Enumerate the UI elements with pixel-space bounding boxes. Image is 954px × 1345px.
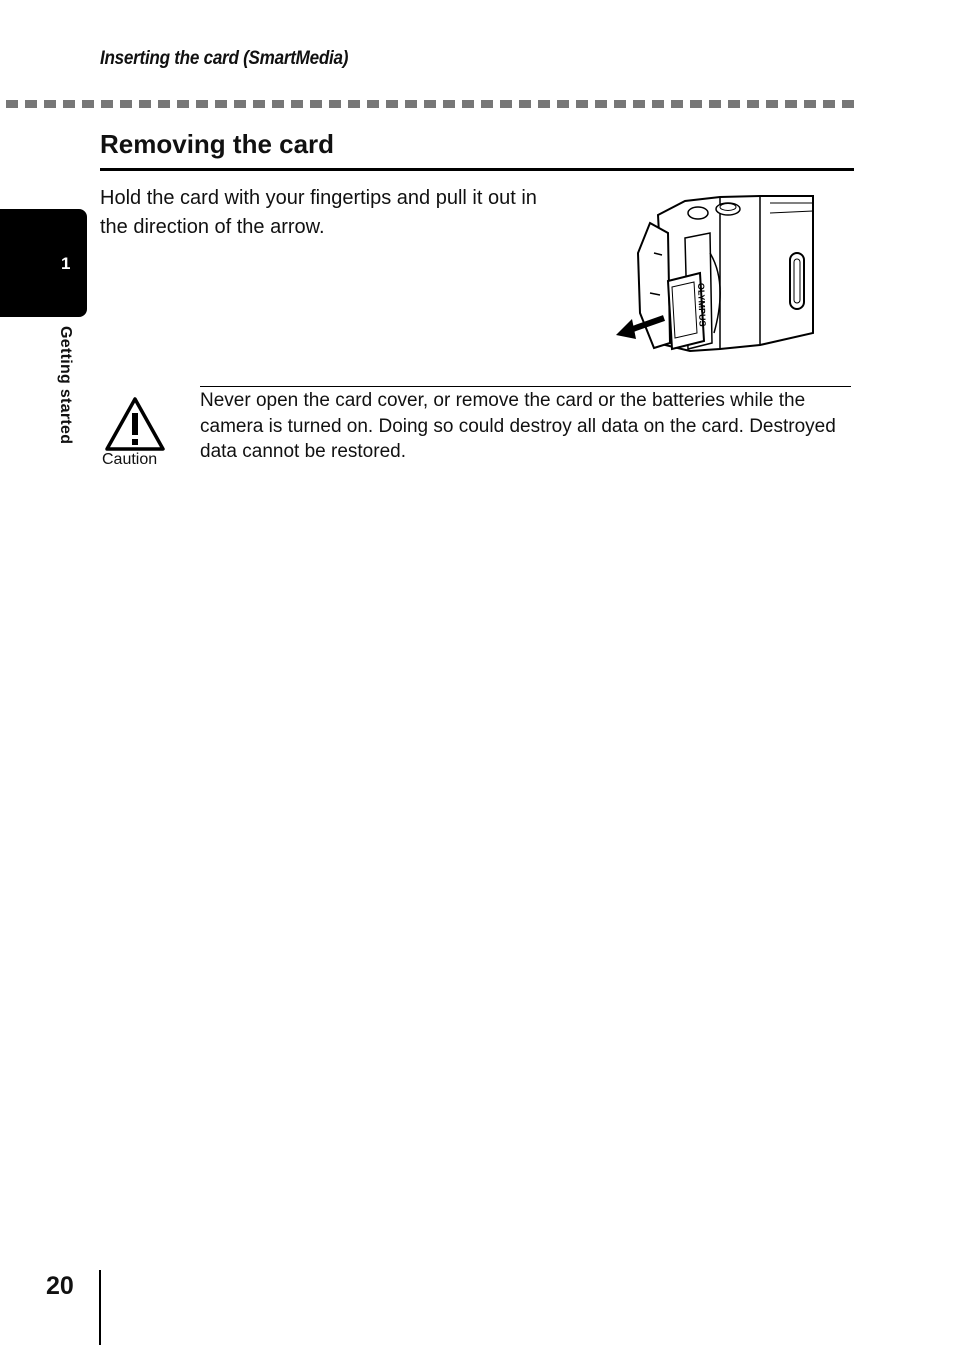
chapter-tab bbox=[0, 209, 87, 317]
caution-label: Caution bbox=[102, 451, 158, 468]
page-number: 20 bbox=[46, 1272, 74, 1300]
warning-triangle-icon bbox=[104, 396, 166, 452]
section-title: Removing the card bbox=[100, 129, 335, 159]
section-underline bbox=[100, 168, 854, 171]
page-number-rule bbox=[99, 1270, 101, 1345]
chapter-label: Getting started bbox=[57, 326, 74, 445]
camera-card-removal-illustration bbox=[610, 193, 815, 365]
card-brand-lettering: OLYMPUS bbox=[696, 282, 708, 327]
caution-text: Never open the card cover, or remove the card or the batteries while the camera is turned on. Doing so could destroy all data on the card. Destroyed data cannot be restored. bbox=[200, 390, 836, 462]
caution-divider bbox=[200, 386, 851, 387]
running-header: Inserting the card (SmartMedia) bbox=[100, 48, 349, 69]
chapter-number: 1 bbox=[61, 254, 71, 273]
dashed-divider bbox=[6, 100, 858, 108]
instruction-text: Hold the card with your fingertips and pull it out in the direction of the arrow. bbox=[100, 187, 537, 238]
